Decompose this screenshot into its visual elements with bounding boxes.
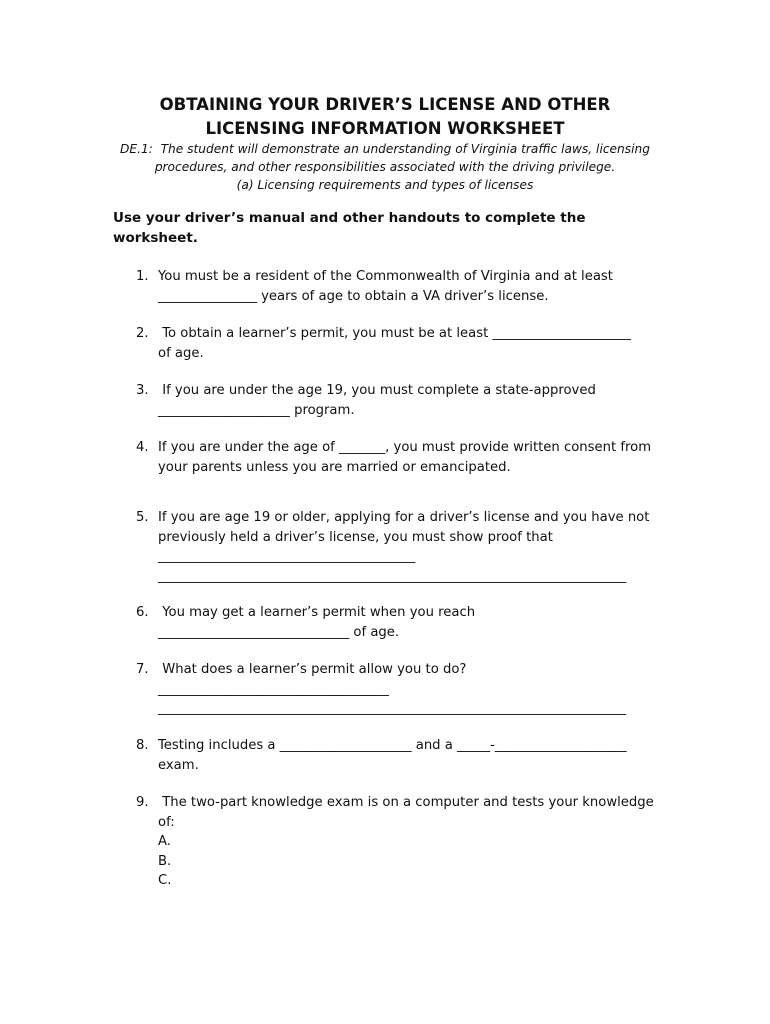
question-number: 7.	[136, 662, 149, 677]
question-line: previously held a driver’s license, you must show proof that	[158, 529, 553, 545]
question-line: _______________ years of age to obtain a VA driver’s license.	[158, 288, 549, 304]
question-text	[158, 736, 698, 775]
question-number: 9.	[136, 795, 149, 810]
question-text	[158, 793, 698, 891]
standard-line: (a) Licensing requirements and types of licenses	[236, 178, 534, 192]
answer-option-b: B.	[158, 853, 172, 869]
question-text	[158, 381, 698, 420]
question-line: You may get a learner’s permit when you reach	[158, 605, 476, 620]
title-line: OBTAINING YOUR DRIVER’S LICENSE AND OTHER	[159, 95, 611, 114]
question-text	[158, 267, 698, 306]
title-line: LICENSING INFORMATION WORKSHEET	[205, 119, 565, 138]
question-number: 3.	[136, 383, 149, 398]
question-text	[158, 508, 698, 586]
answer-blank-line: _______________________________________	[158, 549, 416, 564]
question-text	[158, 603, 698, 642]
question-line: your parents unless you are married or emancipated.	[158, 459, 511, 475]
standard-line: DE.1: The student will demonstrate an understanding of Virginia traffic laws, licensing	[120, 142, 650, 156]
standard-line: procedures, and other responsibilities associated with the driving privilege.	[154, 160, 616, 174]
question-line: of:	[158, 814, 175, 830]
question-line: ____________________ program.	[158, 402, 355, 418]
answer-blank-line: ___________________________________	[158, 681, 389, 697]
question-line: If you are under the age of _______, you must provide written consent from	[158, 440, 652, 455]
question-number: 2.	[136, 326, 149, 341]
question-line: of age.	[158, 345, 204, 361]
question-number: 5.	[136, 510, 149, 525]
answer-blank-line: _______________________________________________________________________	[158, 701, 627, 716]
question-text	[158, 324, 698, 363]
question-line: What does a learner’s permit allow you to do?	[158, 662, 467, 677]
question-text	[158, 438, 698, 477]
question-line: Testing includes a ____________________ and a _____-____________________	[158, 738, 627, 753]
question-number: 8.	[136, 738, 149, 753]
page-title	[0, 93, 770, 141]
answer-option-c: C.	[158, 873, 172, 888]
instructions-line: Use your driver’s manual and other handouts to complete the	[113, 210, 586, 226]
question-line: To obtain a learner’s permit, you must be at least _____________________	[158, 326, 631, 341]
question-text	[158, 660, 698, 719]
answer-option-a: A.	[158, 834, 171, 849]
question-number: 4.	[136, 440, 149, 455]
question-number: 6.	[136, 605, 149, 620]
question-line: If you are under the age 19, you must complete a state-approved	[158, 383, 596, 398]
standard-description	[0, 140, 770, 194]
question-line: You must be a resident of the Commonwealth of Virginia and at least	[158, 269, 613, 284]
instructions	[113, 209, 673, 248]
question-line: The two-part knowledge exam is on a computer and tests your knowledge	[158, 795, 654, 810]
question-number: 1.	[136, 269, 149, 284]
answer-blank-line: _______________________________________________________________________	[158, 568, 627, 584]
question-line: If you are age 19 or older, applying for a driver’s license and you have not	[158, 510, 650, 525]
question-line: exam.	[158, 757, 199, 773]
question-line: _____________________________ of age.	[158, 624, 400, 640]
instructions-line: worksheet.	[113, 229, 198, 246]
